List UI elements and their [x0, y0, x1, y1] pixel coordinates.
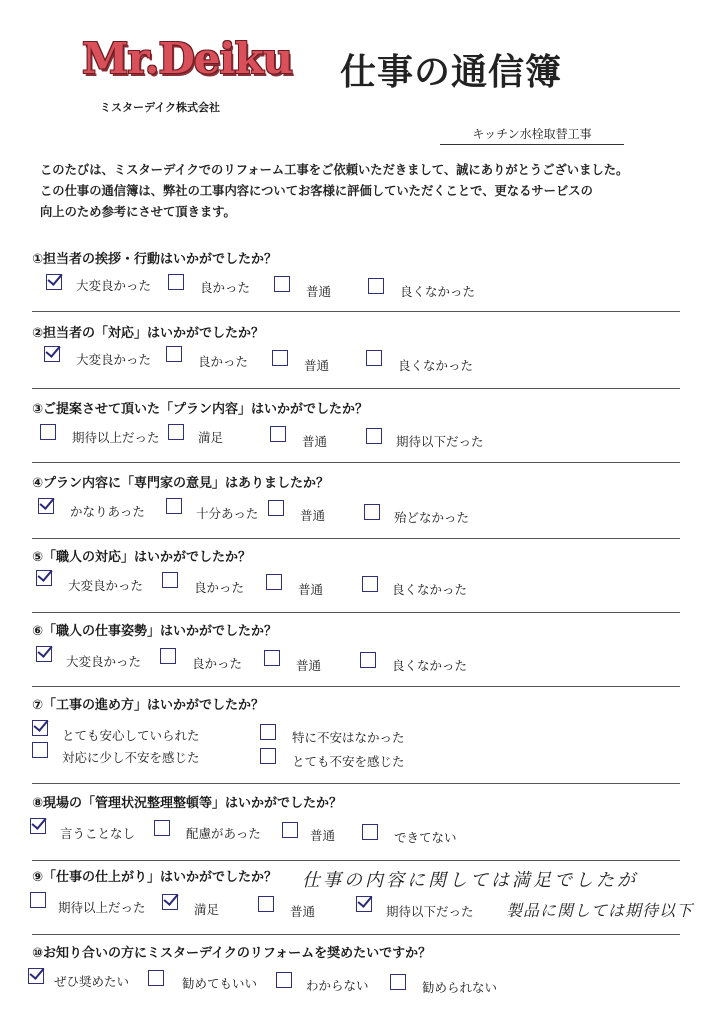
mr-deiku-logo: Mr.Deiku	[82, 34, 293, 83]
question-5-label: ⑤「職人の対応」はいかがでしたか？	[32, 550, 252, 565]
divider	[32, 311, 680, 312]
q9-option-3-checkbox[interactable]	[258, 896, 274, 912]
q10-option-1-checkbox[interactable]	[28, 968, 44, 984]
q4-option-3-label: 普通	[300, 508, 326, 523]
q1-option-2-label: 良かった	[200, 280, 251, 295]
q4-option-2-checkbox[interactable]	[166, 498, 182, 514]
q2-option-1-checkbox[interactable]	[44, 346, 60, 362]
q10-option-2-label: 勧めてもいい	[182, 976, 258, 991]
q4-option-2-label: 十分あった	[196, 506, 259, 521]
q5-option-4-checkbox[interactable]	[362, 576, 378, 592]
q6-option-1-checkbox[interactable]	[36, 646, 52, 662]
q5-option-1-checkbox[interactable]	[36, 570, 52, 586]
question-10-label: ⑩お知り合いの方にミスターデイクのリフォームを奨めたいですか？	[32, 946, 432, 961]
question-4-label: ④プラン内容に「専門家の意見」はありましたか？	[32, 476, 330, 491]
q9-option-1-checkbox[interactable]	[30, 892, 46, 908]
q2-option-4-label: 良くなかった	[398, 358, 474, 373]
intro-line: このたびは、ミスターデイクでのリフォーム工事をご依頼いただきまして、誠にありがとうございました。	[40, 163, 629, 177]
q3-option-2-checkbox[interactable]	[168, 424, 184, 440]
q1-option-1-label: 大変良かった	[76, 278, 152, 293]
q6-option-4-checkbox[interactable]	[360, 652, 376, 668]
page-title: 仕事の通信簿	[340, 52, 563, 93]
q5-option-2-label: 良かった	[194, 580, 245, 595]
q3-option-1-label: 期待以上だった	[72, 430, 160, 445]
q8-option-2-label: 配慮があった	[186, 826, 261, 841]
divider	[32, 783, 680, 784]
q5-option-4-label: 良くなかった	[392, 582, 468, 597]
question-6-label: ⑥「職人の仕事姿勢」はいかがでしたか？	[32, 624, 278, 639]
q3-option-1-checkbox[interactable]	[40, 424, 56, 440]
intro-line: この仕事の通信簿は、弊社の工事内容についてお客様に評価していただくことで、更なるサービスの	[40, 184, 593, 198]
q2-option-2-checkbox[interactable]	[166, 346, 182, 362]
question-2-label: ②担当者の「対応」はいかがでしたか？	[32, 326, 265, 341]
q1-option-3-label: 普通	[306, 284, 332, 299]
q7-option-1-label: とても安心していられた	[62, 728, 200, 743]
question-3-label: ③ご提案させて頂いた「プラン内容」はいかがでしたか？	[32, 402, 369, 417]
q10-option-1-label: ぜひ奨めたい	[54, 974, 130, 989]
q6-option-3-label: 普通	[296, 658, 322, 673]
q3-option-4-label: 期待以下だった	[396, 434, 484, 449]
handwritten-comment-line-2: 製品に関しては期待以下	[506, 901, 694, 920]
divider	[32, 538, 680, 539]
divider	[32, 860, 680, 861]
q6-option-3-checkbox[interactable]	[264, 650, 280, 666]
q10-option-4-label: 勧められない	[422, 980, 498, 995]
q5-option-3-checkbox[interactable]	[266, 574, 282, 590]
q6-option-2-checkbox[interactable]	[160, 648, 176, 664]
q10-option-3-label: わからない	[306, 978, 369, 993]
q7-option-3-label: 対応に少し不安を感じた	[62, 750, 200, 765]
q3-option-3-checkbox[interactable]	[270, 426, 286, 442]
project-name: キッチン水栓取替工事	[440, 125, 624, 145]
q7-option-4-checkbox[interactable]	[260, 748, 276, 764]
q8-option-3-checkbox[interactable]	[282, 822, 298, 838]
q1-option-1-checkbox[interactable]	[46, 274, 62, 290]
q5-option-2-checkbox[interactable]	[162, 572, 178, 588]
q1-option-2-checkbox[interactable]	[168, 274, 184, 290]
q3-option-4-checkbox[interactable]	[366, 428, 382, 444]
q10-option-3-checkbox[interactable]	[276, 972, 292, 988]
divider	[32, 462, 680, 463]
q6-option-2-label: 良かった	[192, 656, 243, 671]
q2-option-1-label: 大変良かった	[76, 352, 152, 367]
divider	[32, 934, 680, 935]
question-1-label: ①担当者の挨拶・行動はいかがでしたか？	[32, 252, 278, 267]
q4-option-4-label: 殆どなかった	[394, 510, 470, 525]
q1-option-4-checkbox[interactable]	[368, 278, 384, 294]
q6-option-1-label: 大変良かった	[66, 654, 142, 669]
q9-option-2-label: 満足	[194, 902, 220, 917]
q4-option-4-checkbox[interactable]	[364, 504, 380, 520]
q1-option-4-label: 良くなかった	[400, 284, 476, 299]
q7-option-1-checkbox[interactable]	[32, 720, 48, 736]
q8-option-3-label: 普通	[310, 828, 336, 843]
intro-line: 向上のため参考にさせて頂きます。	[40, 205, 236, 219]
divider	[32, 686, 680, 687]
q3-option-2-label: 満足	[198, 430, 224, 445]
q5-option-1-label: 大変良かった	[68, 578, 144, 593]
q9-option-1-label: 期待以上だった	[58, 900, 146, 915]
q1-option-3-checkbox[interactable]	[274, 276, 290, 292]
q8-option-1-checkbox[interactable]	[30, 818, 46, 834]
q7-option-4-label: とても不安を感じた	[292, 754, 405, 769]
question-7-label: ⑦「工事の進め方」はいかがでしたか？	[32, 698, 265, 713]
divider	[32, 612, 680, 613]
q10-option-4-checkbox[interactable]	[390, 974, 406, 990]
q5-option-3-label: 普通	[298, 582, 324, 597]
q6-option-4-label: 良くなかった	[392, 658, 468, 673]
q7-option-2-label: 特に不安はなかった	[292, 730, 405, 745]
q9-option-3-label: 普通	[290, 904, 316, 919]
company-name: ミスターデイク株式会社	[100, 101, 221, 114]
q2-option-4-checkbox[interactable]	[366, 350, 382, 366]
q7-option-2-checkbox[interactable]	[260, 724, 276, 740]
q7-option-3-checkbox[interactable]	[32, 742, 48, 758]
q8-option-2-checkbox[interactable]	[154, 820, 170, 836]
question-8-label: ⑧現場の「管理状況整理整頓等」はいかがでしたか？	[32, 796, 343, 811]
q9-option-4-label: 期待以下だった	[386, 904, 474, 919]
q2-option-3-checkbox[interactable]	[272, 350, 288, 366]
q4-option-1-checkbox[interactable]	[38, 498, 54, 514]
intro-text	[40, 160, 680, 223]
q2-option-3-label: 普通	[304, 358, 330, 373]
q3-option-3-label: 普通	[302, 434, 328, 449]
q9-option-2-checkbox[interactable]	[162, 894, 178, 910]
question-9-label: ⑨「仕事の仕上がり」はいかがでしたか？	[32, 870, 278, 885]
q8-option-1-label: 言うことなし	[60, 826, 136, 841]
q4-option-3-checkbox[interactable]	[268, 500, 284, 516]
q9-option-4-checkbox[interactable]	[356, 896, 372, 912]
handwritten-comment-line-1: 仕事の内容に関しては満足でしたが	[302, 870, 638, 891]
divider	[32, 388, 680, 389]
q8-option-4-checkbox[interactable]	[362, 824, 378, 840]
q10-option-2-checkbox[interactable]	[148, 970, 164, 986]
q2-option-2-label: 良かった	[198, 354, 249, 369]
q4-option-1-label: かなりあった	[70, 504, 145, 519]
q8-option-4-label: できてない	[394, 830, 457, 845]
